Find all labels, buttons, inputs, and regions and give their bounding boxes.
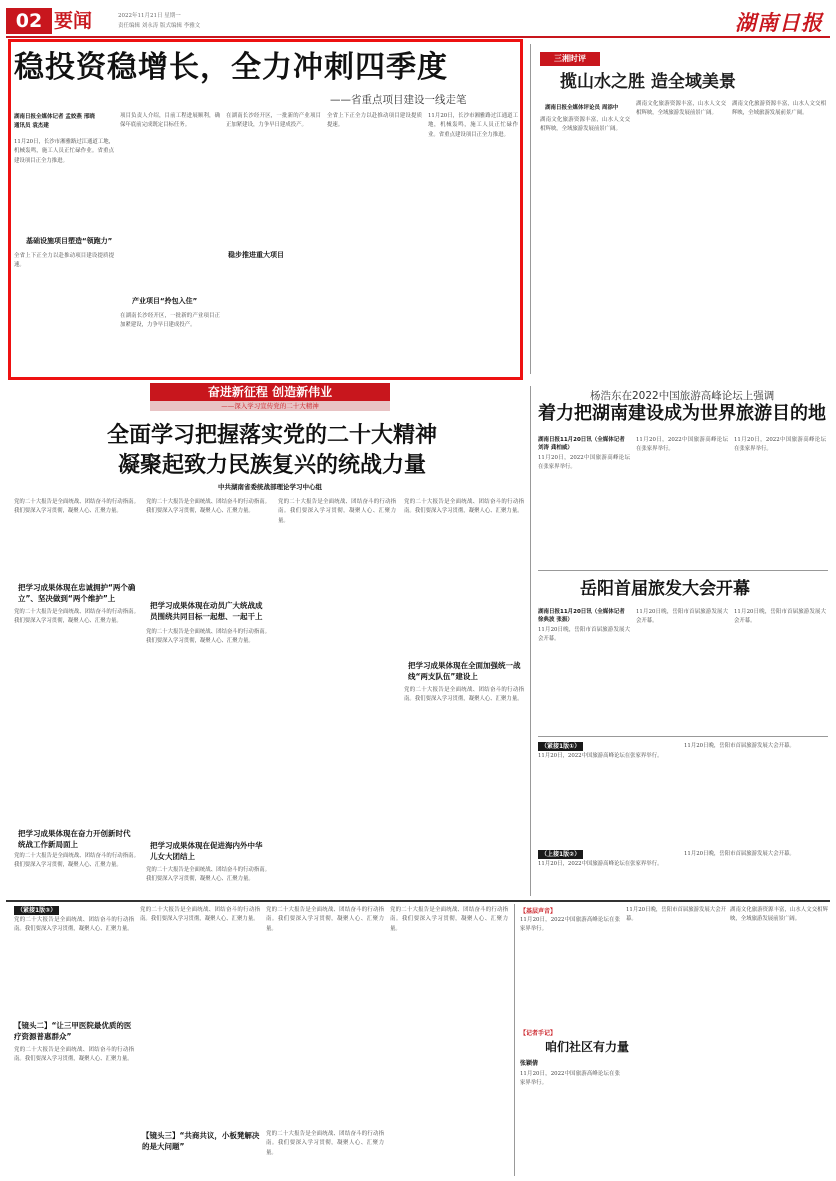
bottom-head-mid: 【镜头三】“共商共议，小板凳解决的是大问题” <box>142 1131 260 1151</box>
commentary-headline: 揽山水之胜 造全域美景 <box>560 72 736 92</box>
middle-col2b: 党的二十大报告是全面统战、团结奋斗的行动指南。我们要深入学习贯彻，凝聚人心、汇聚力量。 <box>146 629 270 645</box>
bottom-col4: 党的二十大报告是全面统战、团结奋斗的行动指南。我们要深入学习贯彻，凝聚人心、汇聚力量。 <box>390 907 508 932</box>
middle-subhead3: 把学习成果体现在动员广大统战成员围绕共同目标一起想、一起干上 <box>150 601 263 621</box>
header-divider <box>6 36 830 38</box>
page-number: 02 <box>6 8 52 34</box>
middle-headline2: 凝聚起致力民族复兴的统战力量 <box>117 453 426 478</box>
commentary-col3: 湖南文化旅游资源丰富，山水人文交相辉映，全域旅游发展前景广阔。 <box>732 101 826 117</box>
column-rule-3 <box>514 904 515 1176</box>
forum-col2: 11月20日，2022中国旅游高峰论坛在张家界举行。 <box>636 437 728 453</box>
commentary-byline: 湖南日报全媒体评论员 周添中 <box>545 105 619 111</box>
commentary-label: 三湘时评 <box>540 52 600 66</box>
yueyang-byline: 湖南日报11月20日讯（全媒体记者 徐典波 张振） <box>538 609 625 623</box>
middle-byline: 中共湖南省委统战部理论学习中心组 <box>218 483 322 491</box>
bottom-col3b: 党的二十大报告是全面统战、团结奋斗的行动指南。我们要深入学习贯彻，凝聚人心、汇聚力量。 <box>266 1131 384 1156</box>
middle-kicker-sub: ——深入学习宣传党的二十大精神 <box>150 401 390 411</box>
top-story-subhead3: 稳步推进重大项目 <box>228 251 284 259</box>
section-title: 要闻 <box>54 10 93 32</box>
top-story-col3: 在湖南长沙经开区，一批新的产业项目正加紧建设，力争早日建成投产。 <box>226 113 321 129</box>
bottom-col2: 党的二十大报告是全面统战、团结奋斗的行动指南。我们要深入学习贯彻，凝聚人心、汇聚力量。 <box>140 907 260 923</box>
middle-col2c: 党的二十大报告是全面统战、团结奋斗的行动指南。我们要深入学习贯彻，凝聚人心、汇聚力量。 <box>146 867 270 883</box>
continued-tag-1: （紧接1版①） <box>538 742 583 751</box>
bottom-head-left: 【镜头二】“让三甲医院最优质的医疗资源普惠群众” <box>14 1021 132 1041</box>
yueyang-col3: 11月20日晚，岳阳市首届旅游发展大会开幕。 <box>734 609 826 625</box>
middle-col1c: 党的二十大报告是全面统战、团结奋斗的行动指南。我们要深入学习贯彻，凝聚人心、汇聚力量。 <box>14 853 139 869</box>
forum-byline: 湖南日报11月20日讯（全媒体记者 刘涛 龚柏威） <box>538 437 625 451</box>
middle-kicker: 奋进新征程 创造新伟业 <box>150 383 390 401</box>
continued-col3: 11月20日，2022中国旅游高峰论坛在张家界举行。 <box>538 861 663 867</box>
column-rule <box>530 44 531 374</box>
middle-subhead2: 把学习成果体现在奋力开创新时代统战工作新局面上 <box>18 829 131 849</box>
middle-col3: 党的二十大报告是全面统战、团结奋斗的行动指南。我们要深入学习贯彻，凝聚人心、汇聚力量。 <box>278 499 396 524</box>
top-story-byline2: 通讯员 袁杰建 <box>14 123 49 129</box>
forum-col3: 11月20日，2022中国旅游高峰论坛在张家界举行。 <box>734 437 826 453</box>
editor-label-2: 【记者手记】 <box>520 1030 557 1037</box>
yueyang-col2: 11月20日晚，岳阳市首届旅游发展大会开幕。 <box>636 609 728 625</box>
continued-col4: 11月20日晚，岳阳市首届旅游发展大会开幕。 <box>684 851 795 857</box>
top-story-byline: 湖南日报全媒体记者 孟姣燕 邢晓 <box>14 114 95 120</box>
middle-subhead5: 把学习成果体现在全面加强统一战线“两支队伍”建设上 <box>408 661 521 681</box>
top-story-col4: 全省上下正全力以赴推动项目建设提质提速。 <box>327 113 422 129</box>
yueyang-headline: 岳阳首届旅发大会开幕 <box>580 579 750 599</box>
yueyang-col1: 11月20日晚，岳阳市首届旅游发展大会开幕。 <box>538 627 630 643</box>
top-story-subheadline: ——省重点项目建设一线走笔 <box>330 94 467 106</box>
top-story-subhead1: 基础设施项目塑造“领跑力” <box>26 237 113 245</box>
note-byline: 张颖倩 <box>520 1060 539 1067</box>
continued-tag-2: （上接1版②） <box>538 850 583 859</box>
top-story-col2b: 在湖南长沙经开区，一批新的产业项目正加紧建设，力争早日建成投产。 <box>120 313 220 329</box>
bottom-col6: 11月20日晚，岳阳市首届旅游发展大会开幕。 <box>626 907 726 923</box>
continued-col2: 11月20日晚，岳阳市首届旅游发展大会开幕。 <box>684 743 795 749</box>
column-rule-2 <box>530 386 531 896</box>
bottom-col5a: 11月20日，2022中国旅游高峰论坛在张家界举行。 <box>520 917 620 933</box>
bottom-col7: 湖南文化旅游资源丰富，山水人文交相辉映，全域旅游发展前景广阔。 <box>730 907 828 923</box>
bottom-divider <box>6 900 830 902</box>
section-rule-2 <box>538 736 828 737</box>
middle-col1a: 党的二十大报告是全面统战、团结奋斗的行动指南。我们要深入学习贯彻，凝聚人心、汇聚力量。 <box>14 499 139 515</box>
top-story-col5: 11月20日，长沙市湘雅路过江通道工地，机械轰鸣，施工人员正忙碌作业。省重点建设项目正全力推进。 <box>428 113 518 138</box>
middle-headline1: 全面学习把握落实党的二十大精神 <box>106 423 437 448</box>
bottom-col1a: 党的二十大报告是全面统战、团结奋斗的行动指南。我们要深入学习贯彻，凝聚人心、汇聚力量。 <box>14 917 134 933</box>
top-story-col2: 项目负责人介绍，目前工程进展顺利，确保年底前完成既定目标任务。 <box>120 113 220 129</box>
newspaper-logo: 湖南日报 <box>735 10 823 35</box>
middle-subhead4: 把学习成果体现在促进海内外中华儿女大团结上 <box>150 841 263 861</box>
editor-label: 【基层声音】 <box>520 908 557 915</box>
middle-col4a: 党的二十大报告是全面统战、团结奋斗的行动指南。我们要深入学习贯彻，凝聚人心、汇聚力量。 <box>404 499 524 515</box>
middle-col1b: 党的二十大报告是全面统战、团结奋斗的行动指南。我们要深入学习贯彻，凝聚人心、汇聚力量。 <box>14 609 139 625</box>
editor-line: 责任编辑 刘永涛 版式编辑 李雅文 <box>118 23 201 29</box>
section-rule <box>538 570 828 571</box>
date-line: 2022年11月21日 星期一 <box>118 13 181 19</box>
middle-subhead1: 把学习成果体现在忠诚拥护“两个确立”、坚决做到“两个维护”上 <box>18 583 136 603</box>
bottom-col1b: 党的二十大报告是全面统战、团结奋斗的行动指南。我们要深入学习贯彻，凝聚人心、汇聚力量。 <box>14 1047 134 1063</box>
continued-tag-3: （紧接1版③） <box>14 906 59 915</box>
top-story-col1b: 全省上下正全力以赴推动项目建设提质提速。 <box>14 253 114 269</box>
top-story-headline: 稳投资稳增长，全力冲刺四季度 <box>14 50 448 85</box>
commentary-col1: 湖南文化旅游资源丰富，山水人文交相辉映，全域旅游发展前景广阔。 <box>540 117 630 133</box>
continued-col1: 11月20日，2022中国旅游高峰论坛在张家界举行。 <box>538 753 663 759</box>
bottom-col3a: 党的二十大报告是全面统战、团结奋斗的行动指南。我们要深入学习贯彻，凝聚人心、汇聚力量。 <box>266 907 384 932</box>
forum-kicker: 杨浩东在2022中国旅游高峰论坛上强调 <box>590 390 775 402</box>
middle-col2a: 党的二十大报告是全面统战、团结奋斗的行动指南。我们要深入学习贯彻，凝聚人心、汇聚力量。 <box>146 499 270 515</box>
note-headline: 咱们社区有力量 <box>545 1040 630 1054</box>
top-story-col1: 11月20日，长沙市湘雅路过江通道工地，机械轰鸣，施工人员正忙碌作业。省重点建设项目正全力推进。 <box>14 139 114 164</box>
forum-headline: 着力把湖南建设成为世界旅游目的地 <box>538 403 826 424</box>
forum-col1: 11月20日，2022中国旅游高峰论坛在张家界举行。 <box>538 455 630 471</box>
top-story-subhead2: 产业项目“拎包入住” <box>132 297 198 305</box>
bottom-col5b: 11月20日，2022中国旅游高峰论坛在张家界举行。 <box>520 1071 620 1087</box>
middle-col4b: 党的二十大报告是全面统战、团结奋斗的行动指南。我们要深入学习贯彻，凝聚人心、汇聚力量。 <box>404 687 524 703</box>
commentary-col2: 湖南文化旅游资源丰富，山水人文交相辉映，全域旅游发展前景广阔。 <box>636 101 726 117</box>
